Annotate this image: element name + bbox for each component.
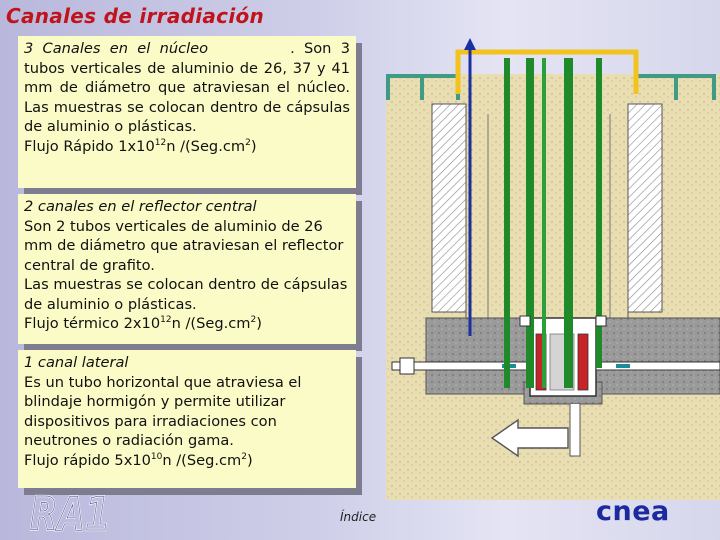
lateral-channel-panel xyxy=(18,350,356,488)
reflector-flux xyxy=(24,314,350,334)
lateral-channel-sample-right xyxy=(616,364,630,368)
ra1-logo-text: RA1 xyxy=(30,488,110,536)
reflector-channels-panel xyxy=(18,194,356,344)
pool-wall-left xyxy=(432,104,466,312)
ra1-logo-outline: RA1 xyxy=(30,488,110,536)
reactor-cross-section-diagram xyxy=(374,36,720,500)
reflector-flux-unit-exponent: 2 xyxy=(250,315,257,325)
beam-tube-outlet xyxy=(570,404,580,456)
core-channel-tube-1 xyxy=(504,58,510,388)
index-link[interactable]: Índice xyxy=(340,510,377,524)
reflector-flux-exponent: 12 xyxy=(160,315,172,325)
core-flux-exponent: 12 xyxy=(154,137,167,148)
page-title: Canales de irradiación xyxy=(6,4,265,28)
shield-block-left xyxy=(426,318,530,394)
core-fuel-element-right xyxy=(578,334,588,390)
reflector-flux-prefix: Flujo térmico 2x10 xyxy=(24,315,161,332)
lateral-flux xyxy=(24,451,350,471)
core-channel-tube-3 xyxy=(564,58,573,388)
cnea-logo: cnea xyxy=(596,496,670,527)
instrument-rod-arrowhead xyxy=(464,38,476,50)
lateral-flux-close: ) xyxy=(246,451,253,469)
lateral-channel-body: Es un tubo horizontal que atraviesa el blindaje hormigón y permite utilizar dispositivos para irradiaciones con neutrones o radiación gama. xyxy=(24,373,302,449)
core-flux-unit: n /(Seg.cm xyxy=(166,137,246,155)
lateral-flux-prefix: Flujo rápido 5x10 xyxy=(24,451,151,469)
core-channels-panel xyxy=(18,36,356,188)
core-channel-tube-2 xyxy=(526,58,534,388)
lateral-flux-exponent: 10 xyxy=(150,451,163,462)
pool-wall-right xyxy=(628,104,662,312)
core-flux-prefix: Flujo Rápido 1x10 xyxy=(24,137,155,155)
reflector-flux-unit: n /(Seg.cm xyxy=(171,315,251,332)
reflector-channel-tube-2 xyxy=(542,58,546,388)
ra1-logo xyxy=(28,488,114,536)
lateral-flux-unit-exponent: 2 xyxy=(241,451,247,462)
reflector-channels-heading: 2 canales en el reflector central xyxy=(24,198,257,215)
reflector-channels-body1: Son 2 tubos verticales de aluminio de 26 mm de diámetro que atraviesan el reflector central de grafito. xyxy=(24,217,344,274)
lateral-channel-heading: 1 canal lateral xyxy=(24,354,129,371)
core-channels-heading-tail: . Son xyxy=(290,40,332,57)
core-channels-heading: 3 Canales en el núcleo xyxy=(24,40,209,57)
shield-block-right xyxy=(596,318,720,394)
core-flux xyxy=(24,137,350,157)
reflector-channels-body2: Las muestras se colocan dentro de cápsulas de aluminio o plásticas. xyxy=(24,276,348,313)
connector-block-right xyxy=(596,316,606,326)
core-flux-unit-exponent: 2 xyxy=(245,137,251,148)
lateral-channel-plug xyxy=(400,358,414,374)
reflector-flux-close: ) xyxy=(256,315,262,332)
lateral-flux-unit: n /(Seg.cm xyxy=(162,451,242,469)
connector-block xyxy=(520,316,530,326)
core-channels-text xyxy=(24,39,350,137)
core-flux-close: ) xyxy=(250,137,257,155)
core-channels-body: 3 tubos verticales de aluminio de 26, 37 y 41 mm de diámetro que atraviesan el núcleo. Las muestras se colocan dentro de cápsulas de aluminio o plásticas. xyxy=(24,40,350,135)
lateral-channel-tube-right xyxy=(596,362,720,370)
